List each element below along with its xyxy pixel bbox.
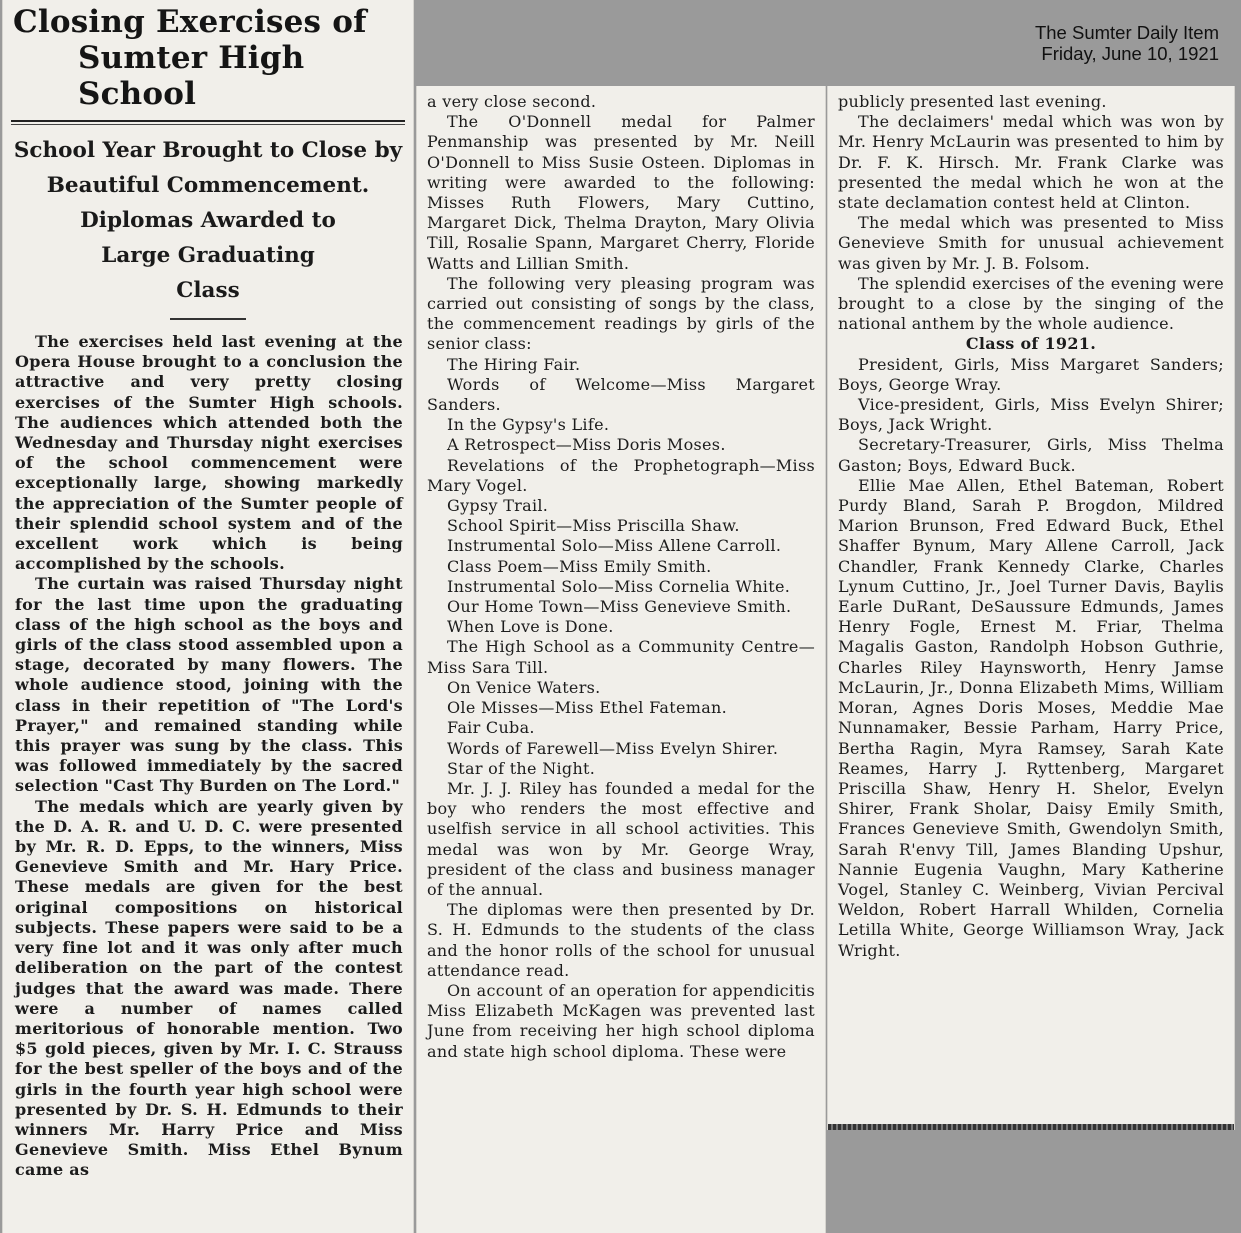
class-heading: Class of 1921.: [965, 334, 1097, 354]
headline: [13, 4, 413, 112]
program-item: Class Poem—Miss Emily Smith.: [447, 556, 712, 576]
program-item: Star of the Night.: [447, 758, 596, 778]
program-item: Words of Welcome—Miss Margaret Sanders.: [427, 374, 815, 415]
program-item: On Venice Waters.: [447, 677, 601, 697]
program-item: School Spirit—Miss Priscilla Shaw.: [447, 516, 740, 536]
paragraph: The medals which are yearly given by the D. A. R. and U. D. C. were presented by Mr. R. D. Epps, to the winners, Miss Genevieve Smith and Mr. Hary Price. These medals are given for the best original compositions on historical subjects. These papers were said to be a very fine lot and it was only after much deliberation on the part of the contest judges that the award was made. There were a number of names called meritorious of honorable mention. Two $5 gold pieces, given by Mr. I. C. Strauss for the best speller of the boys and of the girls in the fourth year high school were presented by Dr. S. H. Edmunds to their winners Mr. Harry Price and Miss Genevieve Smith. Miss Ethel Bynum came as: [15, 796, 403, 1180]
article-body-col1: [3, 332, 413, 1181]
program-item: When Love is Done.: [447, 617, 614, 637]
paragraph: a very close second.: [427, 92, 597, 111]
subheadline-line-5: Class: [176, 278, 240, 303]
paragraph: Mr. J. J. Riley has founded a medal for the boy who renders the most effective and uselfish service in all school activities. This medal was won by Mr. George Wray, president of the class and business manager of the annual.: [427, 778, 815, 899]
paragraph: The following very pleasing program was carried out consisting of songs by the class, the commencement readings by girls of the senior class:: [427, 273, 815, 354]
article-column-3: [827, 86, 1235, 1130]
paragraph: The splendid exercises of the evening were brought to a close by the singing of the national anthem by the whole audience.: [838, 273, 1224, 334]
headline-line-2: Sumter High School: [78, 40, 305, 112]
paragraph: The declaimers' medal which was won by Mr. Henry McLaurin was presented to him by Dr. F. K. Hirsch. Mr. Frank Clarke was presented the medal which he won at the state declamation contest held at Clinton.: [838, 112, 1224, 213]
paragraph: publicly presented last evening.: [838, 92, 1107, 111]
program-item: The Hiring Fair.: [447, 354, 581, 374]
source-citation: [1035, 22, 1219, 64]
subheadline-line-1: School Year Brought to Close by: [13, 138, 403, 163]
program-item: Fair Cuba.: [447, 718, 535, 738]
program-item: Ole Misses—Miss Ethel Fateman.: [447, 698, 728, 718]
article-body-col3: [828, 86, 1234, 961]
program-item: Instrumental Solo—Miss Allene Carroll.: [447, 536, 782, 556]
paragraph: The exercises held last evening at the Opera House brought to a conclusion the attractive and very pretty closing exercises of the Sumter High schools. The audiences which attended both the Wednesday and Thursday night exercises of the school commencement were exceptionally large, showing markedly the appreciation of the Sumter people of their splendid school system and of the excellent work which is being accomplished by the schools.: [15, 332, 403, 574]
subheadline-line-2: Beautiful Commencement.: [46, 173, 370, 198]
article-column-2: [416, 86, 826, 1233]
article-body-col2: [417, 86, 825, 1062]
paragraph: The diplomas were then presented by Dr. S. H. Edmunds to the students of the class and the honor rolls of the school for unusual attendance read.: [427, 900, 815, 980]
headline-line-1: Closing Exercises of: [13, 4, 367, 40]
program-item: Words of Farewell—Miss Evelyn Shirer.: [447, 738, 779, 758]
article-column-1: [2, 0, 414, 1233]
program-item: A Retrospect—Miss Doris Moses.: [447, 435, 726, 455]
program-item: The High School as a Community Centre—Miss Sara Till.: [427, 637, 815, 677]
newspaper-name: The Sumter Daily Item: [1034, 22, 1219, 43]
headline-rule-thin: [11, 124, 405, 125]
section-divider: [170, 318, 246, 320]
column-end-rule: [828, 1124, 1234, 1130]
program-item: Instrumental Solo—Miss Cornelia White.: [447, 576, 791, 596]
subheadline-line-4: Large Graduating: [101, 243, 315, 268]
officer-entry: President, Girls, Miss Margaret Sanders; Boys, George Wray.: [838, 354, 1224, 394]
subheadline: [7, 133, 409, 308]
program-item: In the Gypsy's Life.: [447, 415, 610, 435]
subheadline-line-3: Diplomas Awarded to: [80, 208, 336, 233]
publication-date: Friday, June 10, 1921: [1041, 43, 1219, 64]
headline-rule: [11, 120, 405, 122]
graduate-roster: Ellie Mae Allen, Ethel Bateman, Robert Purdy Bland, Sarah P. Brogdon, Mildred Marion Brunson, Fred Edward Buck, Ethel Shaffer Bynum, Mary Allene Carroll, Jack Chandler, Frank Kennedy Clarke, Charles Lynum Cuttino, Jr., Joel Turner Davis, Baylis Earle DuRant, DeSaussure Edmunds, James Henry Fogle, Ernest M. Friar, Thelma Magalis Gaston, Randolph Hobson Guthrie, Charles Riley Haynsworth, Henry Jamse McLaurin, Jr., Donna Elizabeth Mims, William Moran, Agnes Doris Moses, Meddie Mae Nunnamaker, Bessie Parham, Harry Price, Bertha Ragin, Myra Ramsey, Sarah Kate Reames, Harry J. Ryttenberg, Margaret Priscilla Shaw, Henry H. Shelor, Evelyn Shirer, Frank Sholar, Daisy Emily Smith, Frances Genevieve Smith, Gwendolyn Smith, Sarah R'envy Till, James Blanding Upshur, Nannie Eugenia Vaughn, Mary Katherine Vogel, Stanley C. Weinberg, Vivian Percival Weldon, Robert Harrall Whilden, Cornelia Letilla White, George Williamson Wray, Jack Wright.: [838, 475, 1224, 960]
paragraph: On account of an operation for appendicitis Miss Elizabeth McKagen was prevented last June from receiving her high school diploma and state high school diploma. These were: [427, 980, 815, 1061]
paragraph: The curtain was raised Thursday night for the last time upon the graduating class of the high school as the boys and girls of the class stood assembled upon a stage, decorated by many flowers. The whole audience stood, joining with the class in their repetition of "The Lord's Prayer," and remained standing while this prayer was sung by the class. This was followed immediately by the sacred selection "Cast Thy Burden on The Lord.": [15, 574, 403, 796]
program-item: Revelations of the Prophetograph—Miss Mary Vogel.: [427, 455, 815, 495]
officer-entry: Secretary-Treasurer, Girls, Miss Thelma Gaston; Boys, Edward Buck.: [838, 435, 1224, 475]
paragraph: The O'Donnell medal for Palmer Penmanship was presented by Mr. Neill O'Donnell to Miss Susie Osteen. Diplomas in writing were awarded to the following: Misses Ruth Flowers, Mary Cuttino, Margaret Dick, Thelma Drayton, Mary Olivia Till, Rosalie Spann, Margaret Cherry, Floride Watts and Lillian Smith.: [427, 112, 815, 273]
officer-entry: Vice-president, Girls, Miss Evelyn Shirer; Boys, Jack Wright.: [838, 395, 1224, 435]
program-item: Gypsy Trail.: [447, 496, 549, 516]
program-item: Our Home Town—Miss Genevieve Smith.: [447, 597, 792, 617]
paragraph: The medal which was presented to Miss Genevieve Smith for unusual achievement was given by Mr. J. B. Folsom.: [838, 213, 1224, 273]
